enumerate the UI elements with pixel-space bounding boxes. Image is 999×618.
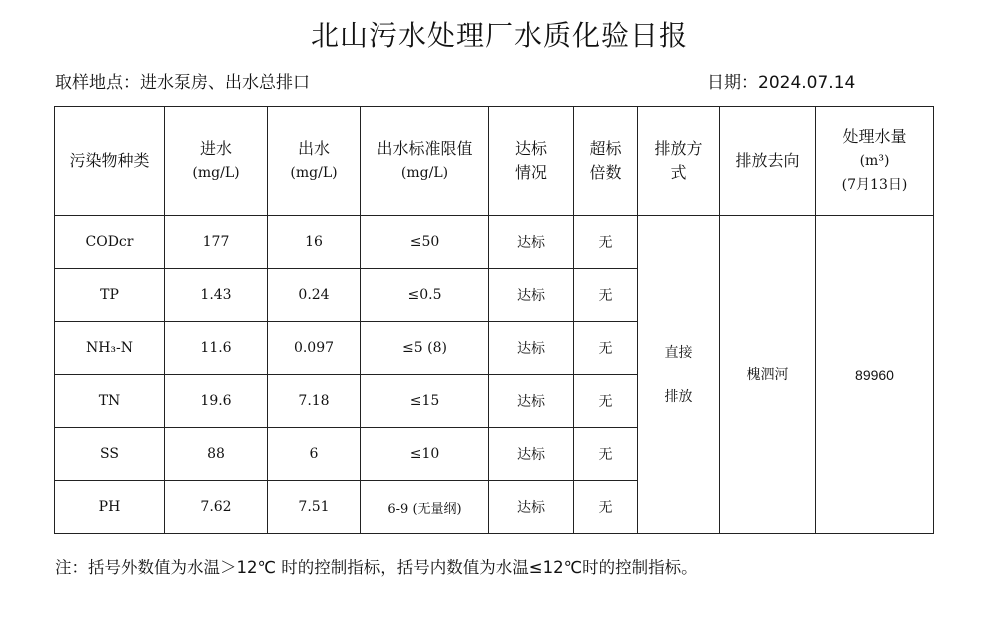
header-outflow: 出水 (mg/L) bbox=[268, 107, 361, 216]
header-pollutant-type: 污染物种类 bbox=[55, 107, 165, 216]
status-value: 达标 bbox=[489, 481, 574, 534]
pollutant-name: SS bbox=[55, 428, 165, 481]
inflow-value: 1.43 bbox=[165, 269, 268, 322]
header-status: 达标 情况 bbox=[489, 107, 574, 216]
report-date: 日期：2024.07.14 bbox=[707, 73, 856, 93]
table-row bbox=[55, 216, 934, 269]
excess-value: 无 bbox=[574, 428, 638, 481]
header-discharge-mode: 排放方 式 bbox=[638, 107, 720, 216]
pollutant-name: TN bbox=[55, 375, 165, 428]
inflow-value: 19.6 bbox=[165, 375, 268, 428]
excess-value: 无 bbox=[574, 481, 638, 534]
inflow-value: 177 bbox=[165, 216, 268, 269]
status-value: 达标 bbox=[489, 322, 574, 375]
status-value: 达标 bbox=[489, 216, 574, 269]
treated-volume-value: 89960 bbox=[816, 216, 934, 534]
footnote: 注：括号外数值为水温＞12℃ 时的控制指标，括号内数值为水温≤12℃时的控制指标。 bbox=[55, 558, 698, 577]
inflow-value: 7.62 bbox=[165, 481, 268, 534]
limit-value: ≤5 (8) bbox=[361, 322, 489, 375]
status-value: 达标 bbox=[489, 428, 574, 481]
inflow-value: 88 bbox=[165, 428, 268, 481]
excess-value: 无 bbox=[574, 322, 638, 375]
outflow-value: 6 bbox=[268, 428, 361, 481]
status-value: 达标 bbox=[489, 375, 574, 428]
outflow-value: 16 bbox=[268, 216, 361, 269]
limit-value: 6-9 (无量纲) bbox=[361, 481, 489, 534]
limit-value: ≤0.5 bbox=[361, 269, 489, 322]
pollutant-name: PH bbox=[55, 481, 165, 534]
limit-value: ≤10 bbox=[361, 428, 489, 481]
outflow-value: 7.18 bbox=[268, 375, 361, 428]
excess-value: 无 bbox=[574, 375, 638, 428]
status-value: 达标 bbox=[489, 269, 574, 322]
header-limit: 出水标准限值 (mg/L) bbox=[361, 107, 489, 216]
limit-value: ≤50 bbox=[361, 216, 489, 269]
pollutant-name: TP bbox=[55, 269, 165, 322]
report-title: 北山污水处理厂水质化验日报 bbox=[310, 19, 688, 52]
pollutant-name: CODcr bbox=[55, 216, 165, 269]
header-excess-multiple: 超标 倍数 bbox=[574, 107, 638, 216]
limit-value: ≤15 bbox=[361, 375, 489, 428]
outflow-value: 7.51 bbox=[268, 481, 361, 534]
outflow-value: 0.24 bbox=[268, 269, 361, 322]
header-treated-volume: 处理水量 (m³) (7月13日) bbox=[816, 107, 934, 216]
excess-value: 无 bbox=[574, 216, 638, 269]
outflow-value: 0.097 bbox=[268, 322, 361, 375]
excess-value: 无 bbox=[574, 269, 638, 322]
destination-value: 槐泗河 bbox=[720, 216, 816, 534]
inflow-value: 11.6 bbox=[165, 322, 268, 375]
header-destination: 排放去向 bbox=[720, 107, 816, 216]
sampling-location: 取样地点：进水泵房、出水总排口 bbox=[55, 73, 310, 93]
discharge-mode-value: 直接 排放 bbox=[638, 216, 720, 534]
water-quality-table bbox=[54, 106, 934, 534]
header-row bbox=[55, 107, 934, 216]
pollutant-name: NH₃-N bbox=[55, 322, 165, 375]
header-inflow: 进水 (mg/L) bbox=[165, 107, 268, 216]
